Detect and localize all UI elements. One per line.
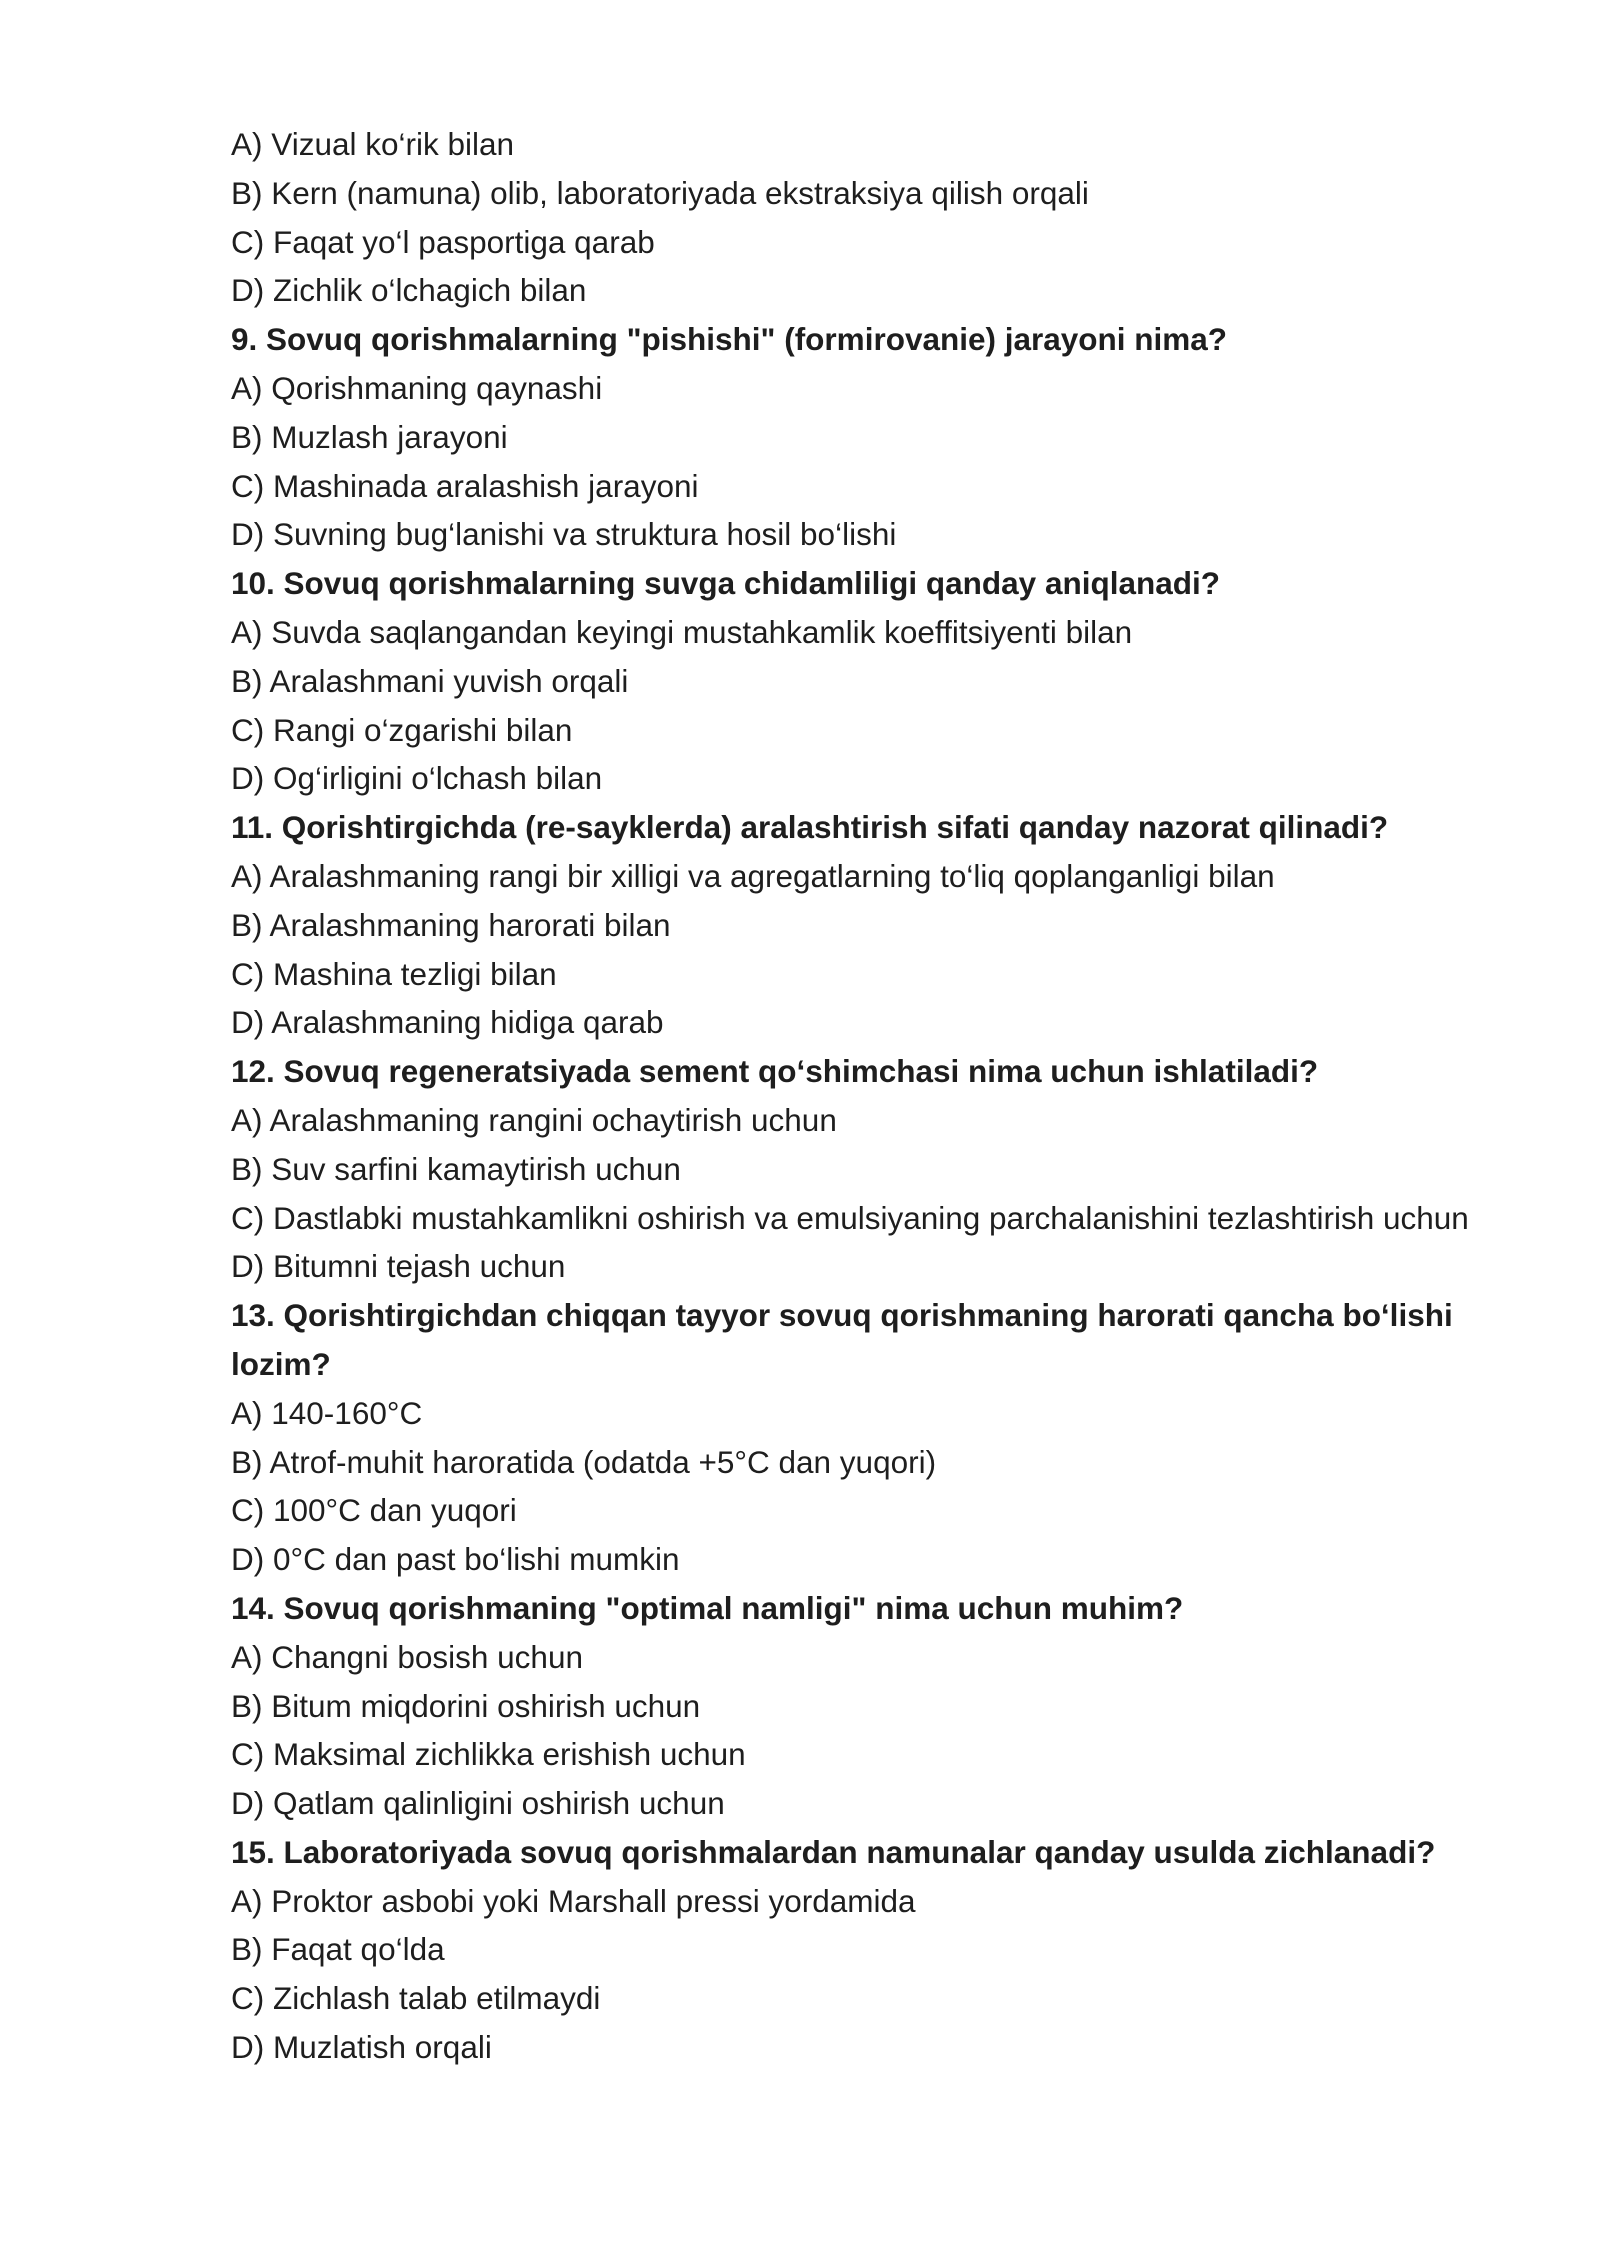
- answer-option-b: B) Bitum miqdorini oshirish uchun: [231, 1687, 701, 1724]
- answer-option-d: D) Zichlik o‘lchagich bilan: [231, 272, 587, 309]
- answer-option-c: C) Mashinada aralashish jarayoni: [231, 467, 699, 504]
- question-block-15: [231, 1828, 1501, 2072]
- answer-option-a: A) 140-160°C: [231, 1394, 423, 1431]
- answer-option-d: D) Bitumni tejash uchun: [231, 1248, 566, 1285]
- question-text: 12. Sovuq regeneratsiyada sement qo‘shimchasi nima uchun ishlatiladi?: [231, 1053, 1319, 1090]
- answer-option-a: A) Proktor asbobi yoki Marshall pressi yordamida: [231, 1882, 916, 1919]
- answer-option-d: D) Qatlam qalinligini oshirish uchun: [231, 1785, 725, 1822]
- answer-option-b: B) Aralashmani yuvish orqali: [231, 662, 629, 699]
- answer-option-a: A) Aralashmaning rangi bir xilligi va agregatlarning to‘liq qoplanganligi bilan: [231, 857, 1275, 894]
- question-text: 14. Sovuq qorishmaning "optimal namligi" nima uchun muhim?: [231, 1589, 1184, 1626]
- question-block-10: [231, 559, 1501, 803]
- answer-option-b: B) Aralashmaning harorati bilan: [231, 906, 671, 943]
- question-text: 9. Sovuq qorishmalarning "pishishi" (formirovanie) jarayoni nima?: [231, 321, 1228, 358]
- answer-option-b: B) Atrof-muhit haroratida (odatda +5°C dan yuqori): [231, 1443, 937, 1480]
- answer-option-c: C) Zichlash talab etilmaydi: [231, 1980, 601, 2017]
- question-block-12: [231, 1047, 1501, 1291]
- answer-option-b: B) Kern (namuna) olib, laboratoriyada ekstraksiya qilish orqali: [231, 174, 1089, 211]
- answer-option-c: C) Dastlabki mustahkamlikni oshirish va emulsiyaning parchalanishini tezlashtirish uchun: [231, 1199, 1469, 1236]
- answer-option-c: C) Faqat yo‘l pasportiga qarab: [231, 223, 655, 260]
- question-block-13: [231, 1291, 1501, 1584]
- answer-option-d: D) Aralashmaning hidiga qarab: [231, 1004, 664, 1041]
- question-block-14: [231, 1584, 1501, 1828]
- answer-option-c: C) Rangi o‘zgarishi bilan: [231, 711, 573, 748]
- document-page: [231, 120, 1501, 2072]
- answer-block-8: [231, 120, 1501, 315]
- question-text: 13. Qorishtirgichdan chiqqan tayyor sovuq qorishmaning harorati qancha bo‘lishi lozim?: [231, 1297, 1462, 1382]
- question-text: 15. Laboratoriyada sovuq qorishmalardan namunalar qanday usulda zichlanadi?: [231, 1833, 1436, 1870]
- answer-option-c: C) 100°C dan yuqori: [231, 1492, 517, 1529]
- answer-option-c: C) Maksimal zichlikka erishish uchun: [231, 1736, 746, 1773]
- answer-option-b: B) Faqat qo‘lda: [231, 1931, 445, 1968]
- question-text: 10. Sovuq qorishmalarning suvga chidamliligi qanday aniqlanadi?: [231, 565, 1220, 602]
- answer-option-a: A) Qorishmaning qaynashi: [231, 369, 603, 406]
- answer-option-a: A) Vizual ko‘rik bilan: [231, 126, 515, 162]
- answer-option-d: D) 0°C dan past bo‘lishi mumkin: [231, 1541, 680, 1578]
- question-block-11: [231, 803, 1501, 1047]
- answer-option-d: D) Og‘irligini o‘lchash bilan: [231, 760, 603, 797]
- question-text: 11. Qorishtirgichda (re-sayklerda) aralashtirish sifati qanday nazorat qilinadi?: [231, 809, 1389, 846]
- answer-option-a: A) Suvda saqlangandan keyingi mustahkamlik koeffitsiyenti bilan: [231, 613, 1133, 650]
- answer-option-b: B) Muzlash jarayoni: [231, 418, 508, 455]
- answer-option-c: C) Mashina tezligi bilan: [231, 955, 557, 992]
- answer-option-d: D) Muzlatish orqali: [231, 2029, 492, 2066]
- answer-option-d: D) Suvning bug‘lanishi va struktura hosil bo‘lishi: [231, 516, 897, 553]
- question-block-9: [231, 315, 1501, 559]
- answer-option-a: A) Changni bosish uchun: [231, 1638, 583, 1675]
- answer-option-a: A) Aralashmaning rangini ochaytirish uchun: [231, 1101, 837, 1138]
- answer-option-b: B) Suv sarfini kamaytirish uchun: [231, 1150, 681, 1187]
